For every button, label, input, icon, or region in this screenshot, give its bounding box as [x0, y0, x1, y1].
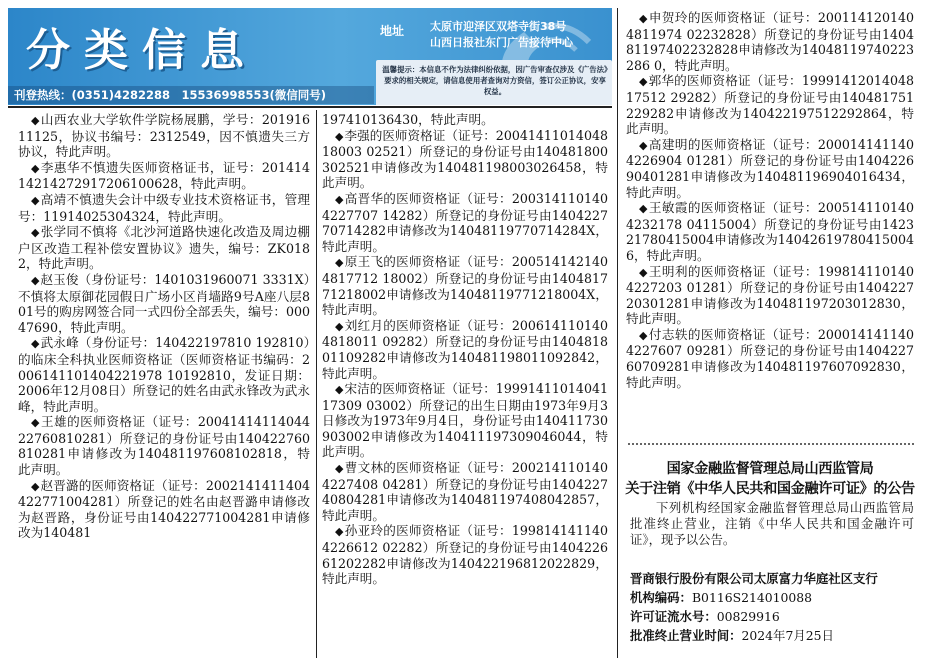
header-rule: [8, 106, 612, 108]
classified-ad: ◆ 李惠华不慎遗失医师资格证书，证号：20141414214272917206100628，特此声明。: [18, 160, 310, 192]
classified-ad: ◆ 曹文林的医师资格证（证号：2002141101404227408 04281）所登记的身份证号由140422740804281申请修改为140481197408042857，特此声明。: [322, 460, 608, 523]
notice-org: 晋商银行股份有限公司太原富力华庭社区支行: [630, 571, 878, 586]
notice-title-line-1: 国家金融监督管理总局山西监管局: [666, 461, 874, 477]
classified-ad: ◆ 刘红月的医师资格证（证号：2006141101404818011 09282）所登记的身份证号由140481801109282申请修改为140481198011092842，特此声明。: [322, 318, 608, 381]
notice-title-line-2: 关于注销《中华人民共和国金融许可证》的公告: [625, 481, 915, 497]
classified-ad: ◆ 王明利的医师资格证（证号：1998141101404227203 01281）所登记的身份证号由140422720301281申请修改为140481197203012830，特此声明。: [626, 264, 914, 327]
notice-code-label: 机构编码：: [630, 590, 692, 605]
notice-date-value: 2024年7月25日: [741, 628, 834, 643]
section-title: 分类信息: [26, 25, 258, 76]
classified-ad: ◆ 李强的医师资格证（证号：2004141101404818003 02521）所登记的身份证号由140481800302521申请修改为140481198003026458，特此声明。: [322, 128, 608, 191]
notice-date: [630, 626, 920, 644]
tips-text: 温馨提示：本信息不作为法律纠纷依据，因广告审查仅涉及《广告法》要求的相关规定，请信息使用者查询对方资信，签订公正协议，安享权益。: [382, 65, 608, 96]
hotline: 刊登热线：(0351)4282288 15536998553(微信同号): [8, 86, 374, 104]
classified-ad: ◆ 王雄的医师资格证（证号：2004141411404422760810281）所登记的身份证号由140422760810281申请修改为140481197608102818，特此声明。: [18, 414, 310, 477]
column-3: [626, 10, 914, 390]
notice-body: 下列机构经国家金融监督管理总局山西监管局批准终止营业，注销《中华人民共和国金融许可证》，现予以公告。: [630, 500, 914, 547]
notice-code: [630, 588, 920, 606]
notice-serial: [630, 607, 920, 625]
address-label: 地址: [380, 24, 405, 38]
classified-ad: ◆ 赵晋潞的医师资格证（证号：2002141411404422771004281）所登记的姓名由赵晋潞申请修改为赵晋路，身份证号由140422771004281申请修改为140481: [18, 478, 310, 541]
classified-ad: ◆ 原王飞的医师资格证（证号：2005141421404817712 18002）所登记的身份证号由140481771218002申请修改为14048119771218004X，特此声明。: [322, 254, 608, 317]
address-line-1: 太原市迎泽区双塔寺街38号: [430, 20, 567, 33]
classified-ad: ◆ 武永峰（身份证号：140422197810 192810）的临床全科执业医师资格证（医师资格证书编码：2006141101404221978 10192810，发证日期：2006年12月08日）所登记的姓名由武永锋改为武永峰，特此声明。: [18, 335, 310, 414]
notice-date-label: 批准终止营业时间：: [630, 628, 742, 643]
notice-code-value: B0116S214010088: [691, 590, 813, 605]
classified-ad: ◆ 山西农业大学软件学院杨展鹏，学号：20191611125，协议书编号：2312549，因不慎遗失三方协议，特此声明。: [18, 112, 310, 160]
classified-ad: ◆ 高靖不慎遗失会计中级专业技术资格证书，管理号：11914025304324，特此声明。: [18, 192, 310, 224]
column-divider-1: [316, 110, 317, 658]
column-divider-2: [617, 8, 618, 658]
classified-ad: ◆ 王敏霞的医师资格证（证号：2005141101404232178 04115004）所登记的身份证号由142321780415004申请修改为140426197804150046，特此声明。: [626, 200, 914, 263]
classified-ad: ◆ 高建明的医师资格证（证号：2000141411404226904 01281）所登记的身份证号由140422690401281申请修改为140481196904016434，特此声明。: [626, 137, 914, 200]
classified-ad: ◆ 高晋华的医师资格证（证号：2003141101404227707 14282）所登记的身份证号由140422770714282申请修改为14048119770714284X，特此声明。: [322, 191, 608, 254]
column-1: [18, 112, 310, 541]
classified-ad: ◆ 郭华的医师资格证（证号：1999141201404817512 29282）所登记的身份证号由140481751229282申请修改为140422197512292864，特此声明。: [626, 73, 914, 136]
notice-serial-value: 00829916: [716, 609, 780, 624]
classified-ad: 197410136430，特此声明。: [322, 112, 494, 127]
notice-serial-label: 许可证流水号：: [630, 609, 717, 624]
address-line-2: 山西日报社东门广告接待中心: [430, 36, 573, 49]
classified-ad: ◆ 宋洁的医师资格证（证号：1999141101404117309 03002）所登记的出生日期由1973年9月3日修改为1973年9月4日，身份证号由140411730903002申请修改为140411197309046044，特此声明。: [322, 381, 608, 460]
classified-ad: ◆ 申贺玲的医师资格证（证号：2001141201404811974 02232828）所登记的身份证号由140481197402232828申请修改为14048119740223286 0，特此声明。: [626, 10, 914, 73]
dotted-separator: [628, 443, 914, 445]
column-2: [322, 112, 608, 587]
classified-ad: ◆ 孙亚玲的医师资格证（证号：1998141411404226612 02282）所登记的身份证号由140422661202282申请修改为140422196812022829，特此声明。: [322, 523, 608, 586]
classified-ad: ◆ 付志轶的医师资格证（证号：2000141411404227607 09281）所登记的身份证号由140422760709281申请修改为140481197607092830，特此声明。: [626, 327, 914, 390]
tips-box: [376, 60, 612, 105]
classified-ad: ◆ 张学同不慎将《北沙河道路快速化改造及周边棚户区改造工程补偿安置协议》遗失，编号：ZK0182，特此声明。: [18, 224, 310, 272]
classified-ad: ◆ 赵玉俊（身份证号：1401031960071 3331X）不慎将太原御花园假日广场小区肖墙路9号A座八层801号的购房网签合同一式四份全部丢失，编号：00047690，特此声明。: [18, 272, 310, 335]
